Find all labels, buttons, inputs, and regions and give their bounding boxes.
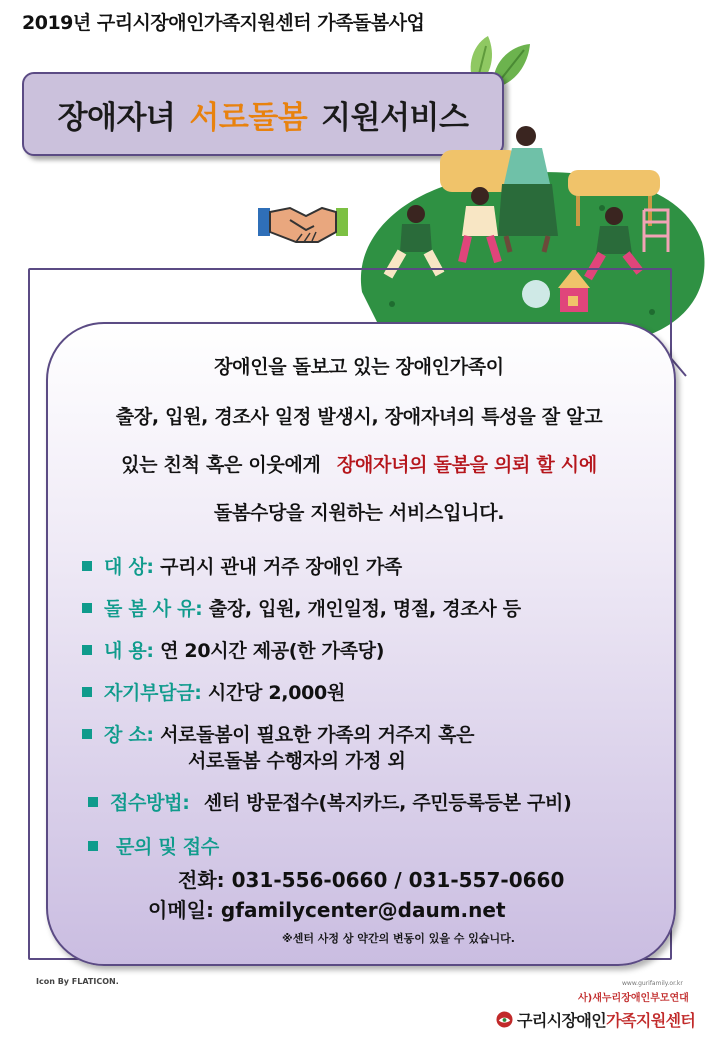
item-copay: [82, 678, 345, 705]
title-post: 지원서비스: [321, 99, 469, 136]
item-place: [82, 720, 474, 747]
program-heading: 2019년 구리시장애인가족지원센터 가족돌봄사업: [22, 12, 425, 34]
bullet-icon: [82, 645, 92, 655]
item-apply: [88, 788, 571, 815]
intro-line-4: 돌봄수당을 지원하는 서비스입니다.: [213, 502, 505, 524]
item-value: 구리시 관내 거주 장애인 가족: [160, 556, 402, 578]
item-value: 시간당 2,000원: [207, 682, 346, 704]
contact-phone: 전화: 031-556-0660 / 031-557-0660: [178, 868, 565, 892]
bullet-icon: [88, 841, 98, 851]
item-value: 출장, 입원, 개인일정, 명절, 경조사 등: [208, 598, 521, 620]
bullet-icon: [82, 603, 92, 613]
item-label: 장 소:: [104, 724, 154, 746]
item-label: 내 용:: [104, 640, 154, 662]
item-reason: [82, 594, 521, 621]
item-inquiry: [88, 832, 219, 859]
item-label: 대 상:: [104, 556, 154, 578]
item-target: [82, 552, 402, 579]
item-label: 자기부담금:: [104, 682, 202, 704]
org-name-part-2: 가족지원센터: [606, 1011, 696, 1030]
intro-line-3-highlight: 장애자녀의 돌봄을 의뢰 할 시에: [336, 454, 597, 476]
item-label: 문의 및 접수: [116, 836, 219, 858]
org-name: [496, 1008, 695, 1031]
intro-line-3: [46, 450, 672, 477]
item-value: 서로돌봄이 필요한 가족의 거주지 혹은: [160, 724, 475, 746]
item-label: 돌 봄 사 유:: [104, 598, 203, 620]
item-value: 센터 방문접수(복지카드, 주민등록등본 구비): [203, 792, 572, 814]
bullet-icon: [82, 561, 92, 571]
org-parent-name: 사)새누리장애인부모연대: [578, 993, 689, 1004]
item-content: [82, 636, 384, 663]
org-url: www.gurifamily.or.kr: [622, 980, 683, 987]
notice-text: ※센터 사정 상 약간의 변동이 있을 수 있습니다.: [282, 932, 515, 945]
intro-line-3-normal: 있는 친척 혹은 이웃에게: [121, 454, 321, 476]
intro-line-1: 장애인을 돌보고 있는 장애인가족이: [214, 356, 504, 378]
contact-email: 이메일: gfamilycenter@daum.net: [148, 898, 506, 922]
item-place-continued: 서로돌봄 수행자의 가정 외: [188, 750, 406, 772]
bullet-icon: [82, 687, 92, 697]
org-logo-icon: [496, 1011, 513, 1028]
icon-credit: Icon By FLATICON.: [36, 977, 119, 986]
org-name-part-1: 구리시장애인: [517, 1011, 607, 1030]
item-label: 접수방법:: [110, 792, 190, 814]
intro-line-2: 출장, 입원, 경조사 일정 발생시, 장애자녀의 특성을 잘 알고: [115, 406, 603, 428]
title-pre: 장애자녀: [57, 99, 176, 136]
bullet-icon: [88, 797, 98, 807]
handshake-icon: [256, 200, 350, 246]
title-highlight: 서로돌봄: [189, 99, 308, 136]
item-value: 연 20시간 제공(한 가족당): [160, 640, 385, 662]
bullet-icon: [82, 729, 92, 739]
